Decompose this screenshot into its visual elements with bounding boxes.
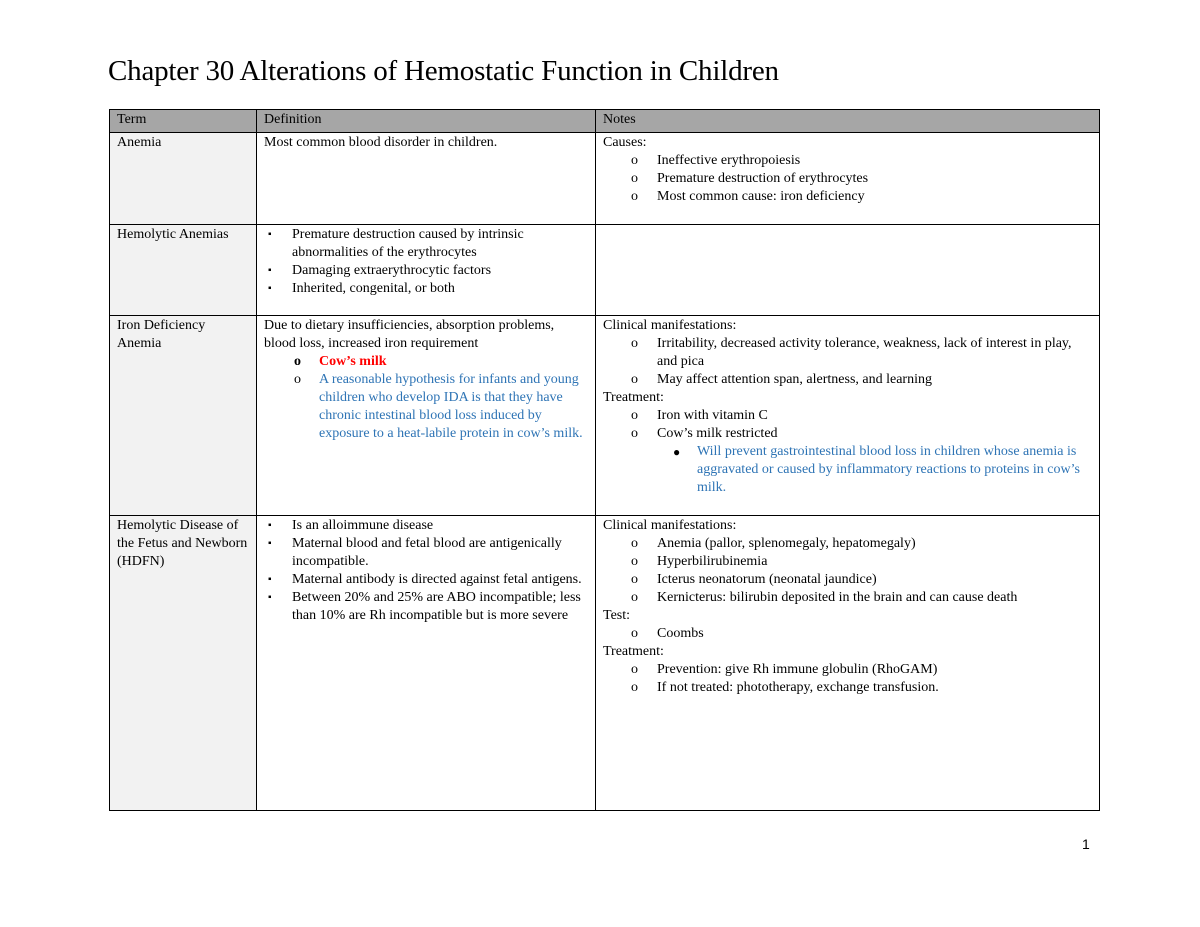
circle-bullet-icon: o	[631, 572, 638, 587]
circle-bullet-icon: o	[631, 189, 638, 204]
list-item: ● Will prevent gastrointestinal blood loss in children whose anemia is aggravated or caused by inflammatory reactions to proteins in cow’s milk.	[673, 444, 1080, 495]
header-row	[110, 110, 1100, 133]
notes-cell	[596, 225, 1100, 316]
definition-cell	[257, 516, 596, 811]
list-item: o Kernicterus: bilirubin deposited in the brain and can cause death	[631, 590, 1018, 605]
circle-bullet-icon: o	[631, 554, 638, 569]
square-bullet-icon: ▪	[268, 574, 272, 585]
test-list	[603, 625, 1092, 643]
list-item: o Hyperbilirubinemia	[631, 554, 768, 569]
list-item: o Prevention: give Rh immune globulin (RhoGAM)	[631, 662, 938, 677]
list-item: o Most common cause: iron deficiency	[631, 189, 865, 204]
square-bullet-icon: ▪	[268, 265, 272, 276]
circle-bullet-icon: o	[631, 153, 638, 168]
treatment-heading: Treatment:	[603, 644, 664, 659]
table-row	[110, 225, 1100, 316]
clinical-list	[603, 335, 1092, 389]
square-bullet-icon: ▪	[268, 283, 272, 294]
definition-cell	[257, 316, 596, 516]
clinical-heading: Clinical manifestations:	[603, 318, 737, 333]
list-item: o Cow’s milk	[294, 354, 387, 369]
page-number: 1	[1082, 836, 1090, 852]
circle-bullet-icon: o	[631, 336, 638, 351]
list-item: o A reasonable hypothesis for infants and young children who develop IDA is that they have chronic intestinal blood loss induced by exposure to a heat-labile protein in cow’s milk.	[294, 372, 583, 441]
notes-table	[109, 109, 1100, 811]
treatment-sublist	[603, 443, 1092, 497]
list-item: ▪ Damaging extraerythrocytic factors	[268, 263, 492, 278]
header-definition: Definition	[257, 110, 596, 133]
list-item: o Coombs	[631, 626, 704, 641]
header-term: Term	[110, 110, 257, 133]
term-cell: Iron Deficiency Anemia	[110, 316, 257, 516]
notes-heading: Causes:	[603, 135, 647, 150]
definition-cell: Most common blood disorder in children.	[257, 133, 596, 225]
page-title: Chapter 30 Alterations of Hemostatic Function in Children	[108, 55, 779, 87]
notes-cell	[596, 133, 1100, 225]
circle-bullet-icon: o	[631, 590, 638, 605]
table-row	[110, 516, 1100, 811]
definition-sublist	[264, 353, 588, 443]
circle-bullet-icon: o	[631, 426, 638, 441]
circle-bullet-icon: o	[631, 626, 638, 641]
list-item: ▪ Is an alloimmune disease	[268, 518, 434, 533]
table-row	[110, 133, 1100, 225]
list-item: o If not treated: phototherapy, exchange transfusion.	[631, 680, 939, 695]
list-item: o Iron with vitamin C	[631, 408, 768, 423]
circle-bullet-icon: o	[631, 536, 638, 551]
treatment-heading: Treatment:	[603, 390, 664, 405]
list-item: o Irritability, decreased activity tolerance, weakness, lack of interest in play, and pica	[631, 336, 1072, 369]
square-bullet-icon: ▪	[268, 520, 272, 531]
list-item: o Premature destruction of erythrocytes	[631, 171, 869, 186]
circle-bullet-icon: o	[294, 354, 301, 369]
header-notes: Notes	[596, 110, 1100, 133]
definition-list	[264, 226, 588, 298]
definition-list	[264, 517, 588, 625]
circle-bullet-icon: o	[631, 372, 638, 387]
circle-bullet-icon: o	[294, 372, 301, 387]
list-item: ▪ Between 20% and 25% are ABO incompatible; less than 10% are Rh incompatible but is more severe	[268, 590, 581, 623]
circle-bullet-icon: o	[631, 171, 638, 186]
list-item: ▪ Inherited, congenital, or both	[268, 281, 455, 296]
circle-bullet-icon: o	[631, 680, 638, 695]
list-item: o Ineffective erythropoiesis	[631, 153, 801, 168]
term-cell: Hemolytic Anemias	[110, 225, 257, 316]
list-item: o Anemia (pallor, splenomegaly, hepatomegaly)	[631, 536, 916, 551]
circle-bullet-icon: o	[631, 408, 638, 423]
square-bullet-icon: ▪	[268, 592, 272, 603]
list-item: o Icterus neonatorum (neonatal jaundice)	[631, 572, 877, 587]
term-cell: Anemia	[110, 133, 257, 225]
clinical-heading: Clinical manifestations:	[603, 518, 737, 533]
table-row	[110, 316, 1100, 516]
list-item: ▪ Premature destruction caused by intrinsic abnormalities of the erythrocytes	[268, 227, 524, 260]
notes-list	[603, 152, 1092, 206]
square-bullet-icon: ▪	[268, 538, 272, 549]
term-cell: Hemolytic Disease of the Fetus and Newborn (HDFN)	[110, 516, 257, 811]
circle-bullet-icon: o	[631, 662, 638, 677]
list-item: o May affect attention span, alertness, and learning	[631, 372, 932, 387]
treatment-list	[603, 407, 1092, 443]
dot-bullet-icon: ●	[673, 445, 681, 459]
square-bullet-icon: ▪	[268, 229, 272, 240]
clinical-list	[603, 535, 1092, 607]
test-heading: Test:	[603, 608, 631, 623]
notes-cell	[596, 316, 1100, 516]
definition-cell	[257, 225, 596, 316]
list-item: ▪ Maternal antibody is directed against fetal antigens.	[268, 572, 582, 587]
definition-text: Due to dietary insufficiencies, absorption problems, blood loss, increased iron requirement	[264, 318, 555, 351]
list-item: ▪ Maternal blood and fetal blood are antigenically incompatible.	[268, 536, 562, 569]
notes-cell	[596, 516, 1100, 811]
list-item: o Cow’s milk restricted	[631, 426, 778, 441]
treatment-list	[603, 661, 1092, 697]
